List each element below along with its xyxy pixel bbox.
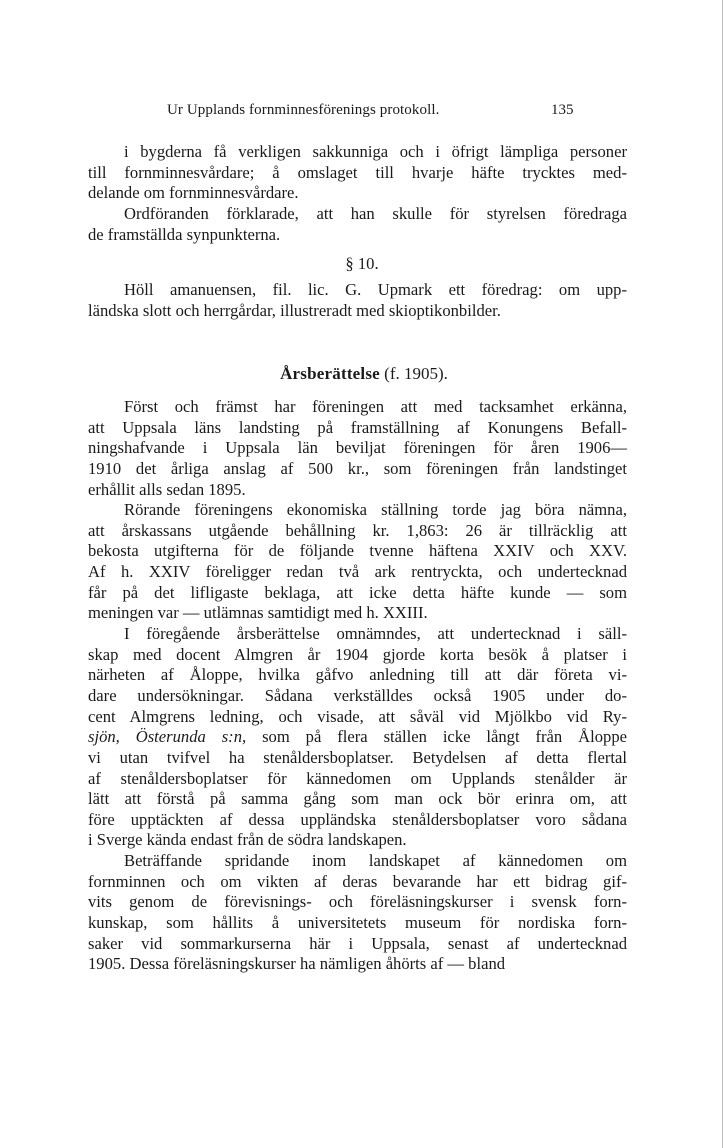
text-line: de framställda synpunkterna. (88, 224, 281, 244)
section-number: § 10. (345, 254, 379, 273)
text-line: i bygderna få verkligen sakkunniga och i öfrigt lämpliga personer (124, 142, 627, 161)
section-heading (0, 254, 728, 274)
text-line: kunskap, som hållits å universitetets museum för nordiska forn- (88, 913, 627, 933)
text-line: till fornminnesvårdare; å omslaget till hvarje häfte trycktes med- (88, 162, 627, 182)
text-line: Af h. XXIV föreligger redan två ark rentryckta, och undertecknad (88, 562, 627, 582)
text-line: i Sverge kända endast från de södra landskapen. (88, 830, 407, 850)
text-line: erhållit alls sedan 1895. (88, 479, 246, 499)
text-line: Rörande föreningens ekonomiska ställning torde jag böra nämna, (124, 500, 627, 520)
text-line: sjön, Österunda s:n, som på flera ställen icke långt från Åloppe (88, 727, 627, 747)
heading-title: Årsberättelse (280, 364, 380, 383)
text-line: lätt att förstå på samma gång som man ock bör erinra om, att (88, 789, 627, 809)
text-line: 1910 det årliga anslag af 500 kr., som föreningen från landstinget (88, 458, 627, 478)
section-2-text (88, 280, 627, 321)
text-line: meningen var — utlämnas samtidigt med h. XXIII. (88, 603, 428, 623)
section-1-text (88, 142, 627, 245)
text-line: ländska slott och herrgårdar, illustreradt med skioptikonbilder. (88, 300, 501, 320)
text-line: Ordföranden förklarade, att han skulle för styrelsen föredraga (124, 203, 627, 223)
running-header (88, 102, 627, 124)
text-line: Höll amanuensen, fil. lic. G. Upmark ett föredrag: om upp- (124, 280, 627, 299)
text-line: närheten af Åloppe, hvilka gåfvo anledning till att där företa vi- (88, 665, 627, 685)
chapter-heading (0, 364, 728, 384)
text-line: I föregående årsberättelse omnämndes, att undertecknad i säll- (124, 624, 627, 644)
text-line: af stenåldersboplatser för kännedomen om Upplands stenålder är (88, 768, 627, 788)
scan-page-edge (722, 0, 723, 1148)
text-line: ningshafvande i Uppsala län beviljat föreningen för åren 1906— (88, 438, 627, 458)
text-line: får på det lifligaste beklaga, att icke detta häfte kunde — som (88, 582, 627, 602)
heading-subtitle: (f. 1905). (379, 364, 448, 383)
text-line: att årskassans utgående behållning kr. 1,863: 26 är tillräcklig att (88, 520, 627, 540)
italic-place-name: sjön, Österunda s:n, (88, 727, 247, 747)
page-number: 135 (551, 102, 574, 118)
text-line: vits genom de förevisnings- och föreläsningskurser i svensk forn- (88, 892, 627, 912)
text-line: saker vid sommarkurserna här i Uppsala, senast af undertecknad (88, 933, 627, 953)
text-line: 1905. Dessa föreläsningskurser ha nämligen åhörts af — bland (88, 954, 506, 974)
text-line: att Uppsala läns landsting på framställning af Konungens Befall- (88, 417, 627, 437)
text-line: dare undersökningar. Sådana verkställdes också 1905 under do- (88, 685, 627, 705)
text-line: Först och främst har föreningen att med tacksamhet erkänna, (124, 397, 627, 416)
text-line: delande om fornminnesvårdare. (88, 183, 299, 203)
text-line: bekosta utgifterna för de följande tvenne häftena XXIV och XXV. (88, 541, 627, 561)
text-line: fornminnen och om vikten af deras bevarande har ett bidrag gif- (88, 871, 627, 891)
running-title: Ur Upplands fornminnesförenings protokoll. (167, 102, 440, 118)
text-line: före upptäckten af dessa uppländska stenåldersboplatser voro sådana (88, 809, 627, 829)
text-line: skap med docent Almgren år 1904 gjorde korta besök å platser i (88, 644, 627, 664)
text-line: vi utan tvifvel ha stenåldersboplatser. Betydelsen af detta flertal (88, 747, 627, 767)
annual-report-text (88, 397, 627, 975)
text-line: cent Almgrens ledning, och visade, att såväl vid Mjölkbo vid Ry- (88, 706, 627, 726)
text-line: Beträffande spridande inom landskapet af kännedomen om (124, 851, 627, 871)
